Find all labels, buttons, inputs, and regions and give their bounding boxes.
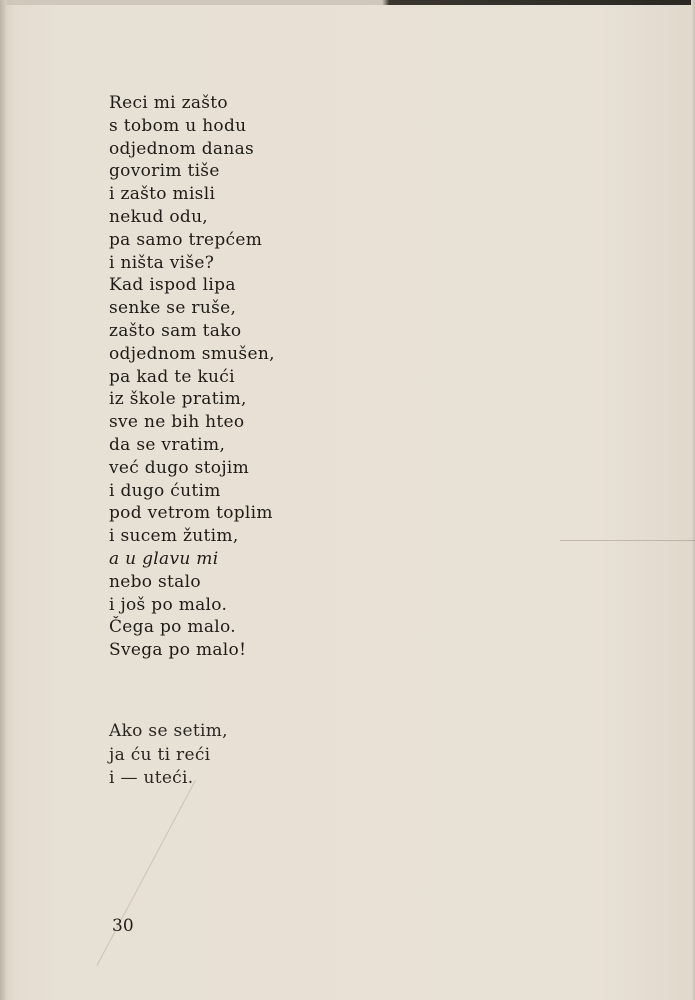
poem-line: Ako se setim, — [109, 721, 228, 741]
poem-line: nebo stalo — [109, 571, 201, 592]
poem-line: i — uteći. — [109, 768, 194, 788]
poem-line: iz škole pratim, — [109, 389, 247, 410]
poem-stanza-2 — [109, 720, 228, 791]
poem-line: pa kad te kući — [109, 366, 235, 387]
page-top-edge — [0, 0, 695, 5]
poem-line: Reci mi zašto — [109, 93, 228, 113]
poem-line: pod vetrom toplim — [109, 503, 273, 524]
page-number: 30 — [112, 916, 134, 936]
poem-line: i dugo ćutim — [109, 480, 221, 501]
poem-line: i sucem žutim, — [109, 526, 239, 547]
paper-crease — [96, 780, 195, 966]
poem-line: sve ne bih hteo — [109, 412, 245, 433]
paper-fold-line — [560, 540, 695, 541]
poem-line: pa samo trepćem — [109, 229, 263, 250]
poem-line: i još po malo. — [109, 594, 228, 615]
poem-line: i ništa više? — [109, 252, 215, 273]
poem-line-italic: a u glavu mi — [109, 548, 219, 569]
poem-line: odjednom danas — [109, 138, 255, 159]
poem-line: Kad ispod lipa — [109, 275, 236, 296]
poem-line: ja ću ti reći — [109, 744, 211, 765]
poem-line: nekud odu, — [109, 206, 209, 227]
poem-line: Čega po malo. — [109, 617, 236, 638]
page-right-edge — [691, 0, 695, 1000]
poem-line: odjednom smušen, — [109, 343, 275, 364]
page-binding-edge — [0, 0, 6, 1000]
poem-line: senke se ruše, — [109, 298, 237, 319]
poem-stanza-1 — [109, 92, 275, 662]
poem-line: da se vratim, — [109, 434, 226, 455]
poem-line: Svega po malo! — [109, 640, 247, 661]
poem-line: govorim tiše — [109, 161, 220, 182]
poem-line: i zašto misli — [109, 184, 216, 205]
poem-line: zašto sam tako — [109, 320, 242, 341]
poem-line: s tobom u hodu — [109, 115, 247, 136]
poem-line: već dugo stojim — [109, 457, 250, 478]
